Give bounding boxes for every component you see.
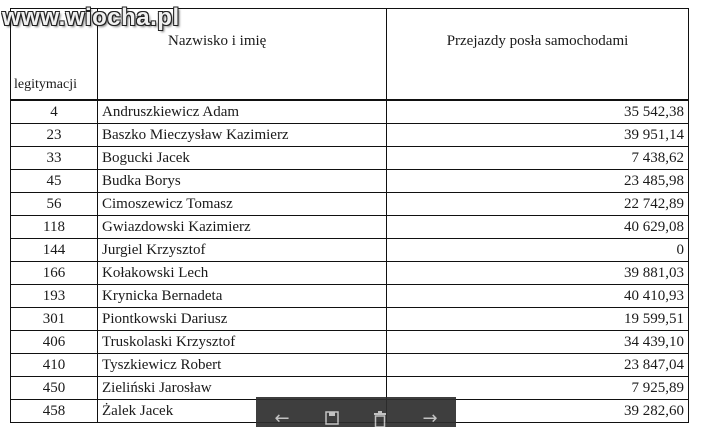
header-car-travel: Przejazdy posła samochodami xyxy=(387,9,689,101)
cell-name: Baszko Mieczysław Kazimierz xyxy=(98,124,387,147)
cell-name: Cimoszewicz Tomasz xyxy=(98,193,387,216)
table-row xyxy=(11,262,689,285)
cell-name: Żalek Jacek xyxy=(98,400,387,423)
table-row xyxy=(11,147,689,170)
table-body xyxy=(11,100,689,423)
cell-car-travel: 40 629,08 xyxy=(387,216,689,239)
table-row xyxy=(11,285,689,308)
header-name: Nazwisko i imię xyxy=(98,9,387,101)
watermark: www.wiocha.pl xyxy=(2,4,180,31)
cell-id-number: 23 xyxy=(11,124,98,147)
cell-name: Tyszkiewicz Robert xyxy=(98,354,387,377)
cell-id-number: 4 xyxy=(11,100,98,124)
cell-id-number: 406 xyxy=(11,331,98,354)
save-icon[interactable] xyxy=(320,411,344,427)
cell-car-travel: 7 438,62 xyxy=(387,147,689,170)
cell-id-number: 45 xyxy=(11,170,98,193)
cell-name: Gwiazdowski Kazimierz xyxy=(98,216,387,239)
arrow-left-icon[interactable]: ← xyxy=(274,408,290,427)
cell-car-travel: 40 410,93 xyxy=(387,285,689,308)
table-row xyxy=(11,331,689,354)
image-viewer-toolbar xyxy=(256,397,456,427)
cell-id-number: 410 xyxy=(11,354,98,377)
table-row xyxy=(11,124,689,147)
cell-id-number: 458 xyxy=(11,400,98,423)
cell-car-travel: 23 847,04 xyxy=(387,354,689,377)
cell-car-travel: 0 xyxy=(387,239,689,262)
cell-name: Andruszkiewicz Adam xyxy=(98,100,387,124)
table-row xyxy=(11,239,689,262)
cell-car-travel: 23 485,98 xyxy=(387,170,689,193)
cell-name: Piontkowski Dariusz xyxy=(98,308,387,331)
cell-name: Zieliński Jarosław xyxy=(98,377,387,400)
cell-name: Krynicka Bernadeta xyxy=(98,285,387,308)
cell-id-number: 144 xyxy=(11,239,98,262)
cell-car-travel: 7 925,89 xyxy=(387,377,689,400)
cell-id-number: 193 xyxy=(11,285,98,308)
table-row xyxy=(11,193,689,216)
cell-id-number: 33 xyxy=(11,147,98,170)
cell-car-travel: 22 742,89 xyxy=(387,193,689,216)
cell-car-travel: 39 881,03 xyxy=(387,262,689,285)
cell-car-travel: 39 282,60 xyxy=(387,400,689,423)
table-row xyxy=(11,308,689,331)
table-row xyxy=(11,216,689,239)
arrow-right-icon[interactable]: → xyxy=(422,408,438,427)
cell-car-travel: 19 599,51 xyxy=(387,308,689,331)
cell-name: Budka Borys xyxy=(98,170,387,193)
cell-id-number: 301 xyxy=(11,308,98,331)
cell-name: Kołakowski Lech xyxy=(98,262,387,285)
cell-id-number: 450 xyxy=(11,377,98,400)
table-row xyxy=(11,354,689,377)
table-row xyxy=(11,100,689,124)
cell-id-number: 166 xyxy=(11,262,98,285)
cell-car-travel: 39 951,14 xyxy=(387,124,689,147)
table-row xyxy=(11,170,689,193)
cell-name: Truskolaski Krzysztof xyxy=(98,331,387,354)
trash-icon[interactable] xyxy=(368,411,392,427)
mp-travel-table xyxy=(10,8,689,423)
cell-id-number: 56 xyxy=(11,193,98,216)
cell-car-travel: 35 542,38 xyxy=(387,100,689,124)
cell-id-number: 118 xyxy=(11,216,98,239)
header-id-number: legitymacji xyxy=(11,9,98,101)
cell-car-travel: 34 439,10 xyxy=(387,331,689,354)
cell-name: Bogucki Jacek xyxy=(98,147,387,170)
cell-name: Jurgiel Krzysztof xyxy=(98,239,387,262)
